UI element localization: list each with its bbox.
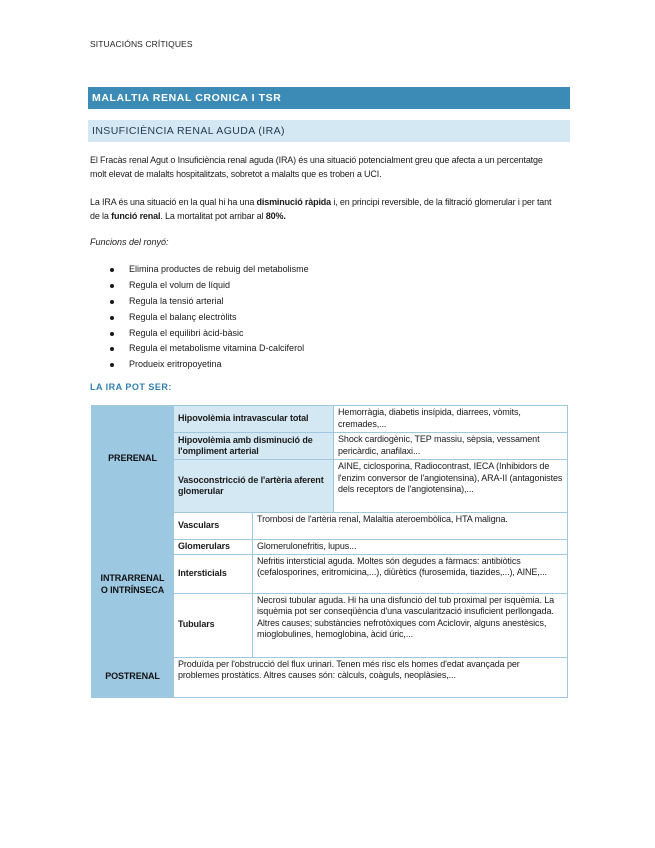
functions-list: [108, 262, 309, 373]
section-title: MALALTIA RENAL CRONICA I TSR: [88, 87, 570, 109]
table-row: [92, 513, 568, 540]
category-postrenal: POSTRENAL: [92, 657, 174, 697]
p2-bold-rapid-decrease: disminució ràpida: [256, 197, 331, 207]
cause-cell: Hipovolèmia intravascular total: [174, 406, 334, 433]
cause-cell: Glomerulars: [174, 540, 253, 555]
p2-text-c: i, en principi reversible, de la filtració glomerular i per tant de la: [90, 197, 552, 221]
category-intrarenal: INTRARRENAL O INTRÍNSECA: [92, 513, 174, 658]
table-row: [92, 657, 568, 697]
p2-bold-renal-function: funció renal: [111, 211, 161, 221]
ira-types-table: [91, 405, 568, 698]
cause-cell: Vasculars: [174, 513, 253, 540]
examples-cell: Shock cardiogènic, TEP massiu, sèpsia, vessament pericàrdic, anafilaxi...: [334, 433, 568, 460]
examples-cell: Trombosi de l'artèria renal, Malaltia ateroembòlica, HTA maligna.: [253, 513, 568, 540]
p2-text-e: . La mortalitat pot arribar al: [160, 211, 266, 221]
p2-bold-mortality: 80%.: [265, 211, 286, 221]
list-item: Regula el metabolisme vitamina D-calciferol: [108, 341, 309, 357]
list-item: Regula el balanç electròlits: [108, 310, 309, 326]
p2-text-a: La IRA és una situació en la qual hi ha una: [90, 197, 257, 207]
examples-cell: Nefritis intersticial aguda. Moltes són degudes a fàrmacs: antibiòtics (cefalosporines, eritromicina,...), diürètics (furosemida, tiazides,...), AINE,...: [253, 554, 568, 593]
running-header: SITUACIÓNS CRÍTIQUES: [90, 39, 193, 49]
examples-cell: Hemorràgia, diabetis insípida, diarrees, vòmits, cremades,...: [334, 406, 568, 433]
list-item: Regula la tensió arterial: [108, 294, 309, 310]
category-prerenal: PRERENAL: [92, 406, 174, 513]
list-item: Regula el volum de líquid: [108, 278, 309, 294]
table-row: [92, 406, 568, 433]
cause-cell: Tubulars: [174, 593, 253, 657]
subsection-title: INSUFICIÈNCIA RENAL AGUDA (IRA): [88, 120, 570, 142]
cause-cell: Intersticials: [174, 554, 253, 593]
list-item: Regula el equilibri àcid-bàsic: [108, 326, 309, 342]
list-item: Elimina productes de rebuig del metabolisme: [108, 262, 309, 278]
examples-cell: Glomerulonefritis, lupus...: [253, 540, 568, 555]
ira-types-heading: LA IRA POT SER:: [90, 382, 172, 392]
examples-cell: Necrosi tubular aguda. Hi ha una disfunció del tub proximal per isquèmia. La isquèmia pot ser conseqüència d'una vascularització insuficient perllongada. Altres causes; substàncies nefrotòxiques com Aciclovir, alguns anestèsics, mioglobulines, hemoglobina, àcid úric,...: [253, 593, 568, 657]
list-item: Produeix eritropoyetina: [108, 357, 309, 373]
functions-heading: Funcions del ronyó:: [90, 237, 169, 247]
cause-cell: Vasoconstricció de l'artèria aferent glomerular: [174, 460, 334, 513]
intro-paragraph-1: El Fracàs renal Agut o Insuficiència renal aguda (IRA) és una situació potencialment greu que afecta a un percentatge molt elevat de malalts hospitalitzats, sobretot a malalts que es troben a UCI.: [90, 155, 543, 179]
postrenal-description: Produïda per l'obstrucció del flux urinari. Tenen més risc els homes d'edat avançada per problemes prostàtics. Altres causes són: càlculs, coàguls, neoplàsies,...: [174, 657, 568, 697]
cause-cell: Hipovolèmia amb disminució de l'ompliment arterial: [174, 433, 334, 460]
intro-paragraph-2: [90, 195, 560, 223]
examples-cell: AINE, ciclosporina, Radiocontrast, IECA (Inhibidors de l'enzim conversor de l'angiotensina), ARA-II (antagonistes dels receptors de l'angiotensina),...: [334, 460, 568, 513]
